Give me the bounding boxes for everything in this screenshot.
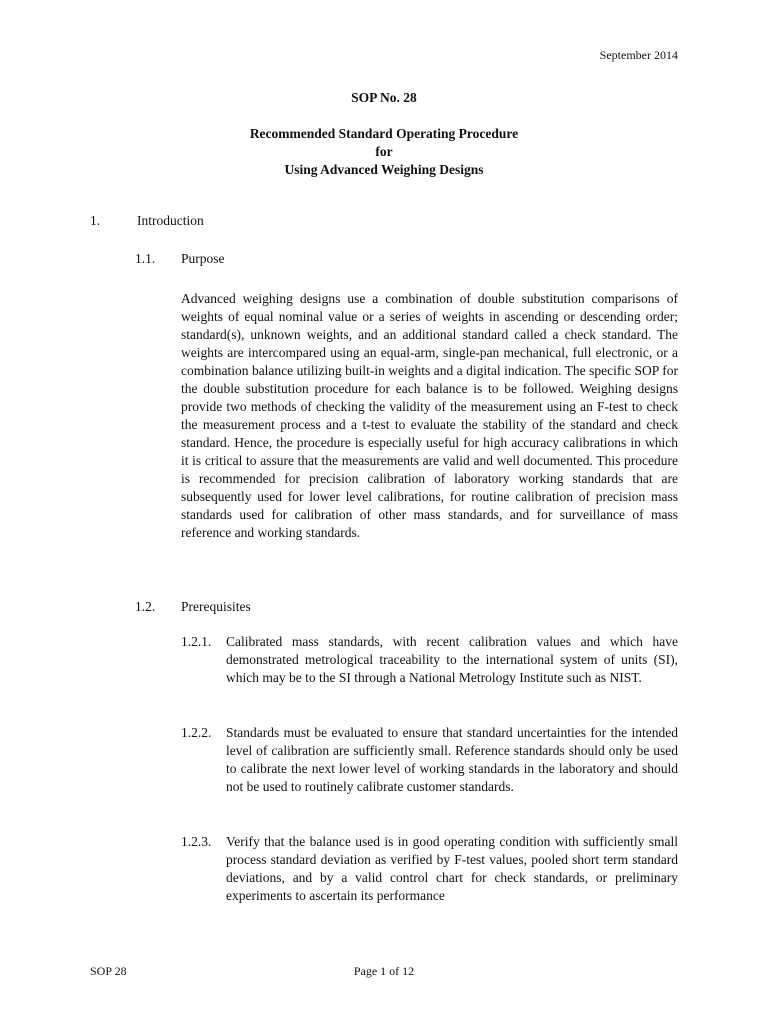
item-number: 1.2.2. <box>181 725 212 740</box>
document-date: September 2014 <box>599 48 678 62</box>
document-title <box>0 125 768 179</box>
section-label: Prerequisites <box>181 599 251 614</box>
section-number: 1.1. <box>135 251 156 266</box>
item-text: Calibrated mass standards, with recent calibration values and which have demonstrated metrological traceability to the international system of units (SI), which may be to the SI through a National Metrology Institute such as NIST. <box>226 634 678 685</box>
list-item <box>181 633 678 687</box>
title-line-2: for <box>375 144 393 159</box>
list-item <box>181 833 678 905</box>
title-line-3: Using Advanced Weighing Designs <box>284 162 484 177</box>
item-number: 1.2.1. <box>181 634 212 649</box>
footer-page-number: Page 1 of 12 <box>353 964 415 978</box>
list-item <box>181 724 678 796</box>
item-text: Standards must be evaluated to ensure that standard uncertainties for the intended level of calibration are sufficiently small. Reference standards should only be used to calibrate the next lower level of working standards in the laboratory and should not be used to routinely calibrate customer standards. <box>226 725 678 794</box>
section-number: 1.2. <box>135 599 156 614</box>
purpose-paragraph: Advanced weighing designs use a combination of double substitution comparisons of weights of equal nominal value or a series of weights in ascending or descending order; standard(s), unknown weights, and an additional standard called a check standard. The weights are intercompared using an equal-arm, single-pan mechanical, full electronic, or a combination balance utilizing built-in weights and a digital indication. The specific SOP for the double substitution procedure for each balance is to be followed. Weighing designs provide two methods of checking the validity of the measurement using an F-test to check the measurement process and a t-test to evaluate the stability of the standard and check standard. Hence, the procedure is especially useful for high accuracy calibrations in which it is critical to assure that the measurements are valid and well documented. This procedure is recommended for precision calibration of laboratory working standards that are subsequently used for lower level calibrations, for routine calibration of precision mass standards used for calibration of other mass standards, and for surveillance of mass reference and working standards. <box>181 291 678 540</box>
section-number: 1. <box>90 213 101 228</box>
sop-number: SOP No. 28 <box>351 90 417 105</box>
title-line-1: Recommended Standard Operating Procedure <box>249 126 519 141</box>
item-text: Verify that the balance used is in good operating condition with sufficiently small process standard deviation as verified by F-test values, pooled short term standard deviations, and by a valid control chart for check standards, or preliminary experiments to ascertain its performance <box>226 834 678 903</box>
section-label: Purpose <box>181 251 225 266</box>
section-label: Introduction <box>137 213 204 228</box>
item-number: 1.2.3. <box>181 834 212 849</box>
footer-doc-id: SOP 28 <box>90 964 127 978</box>
